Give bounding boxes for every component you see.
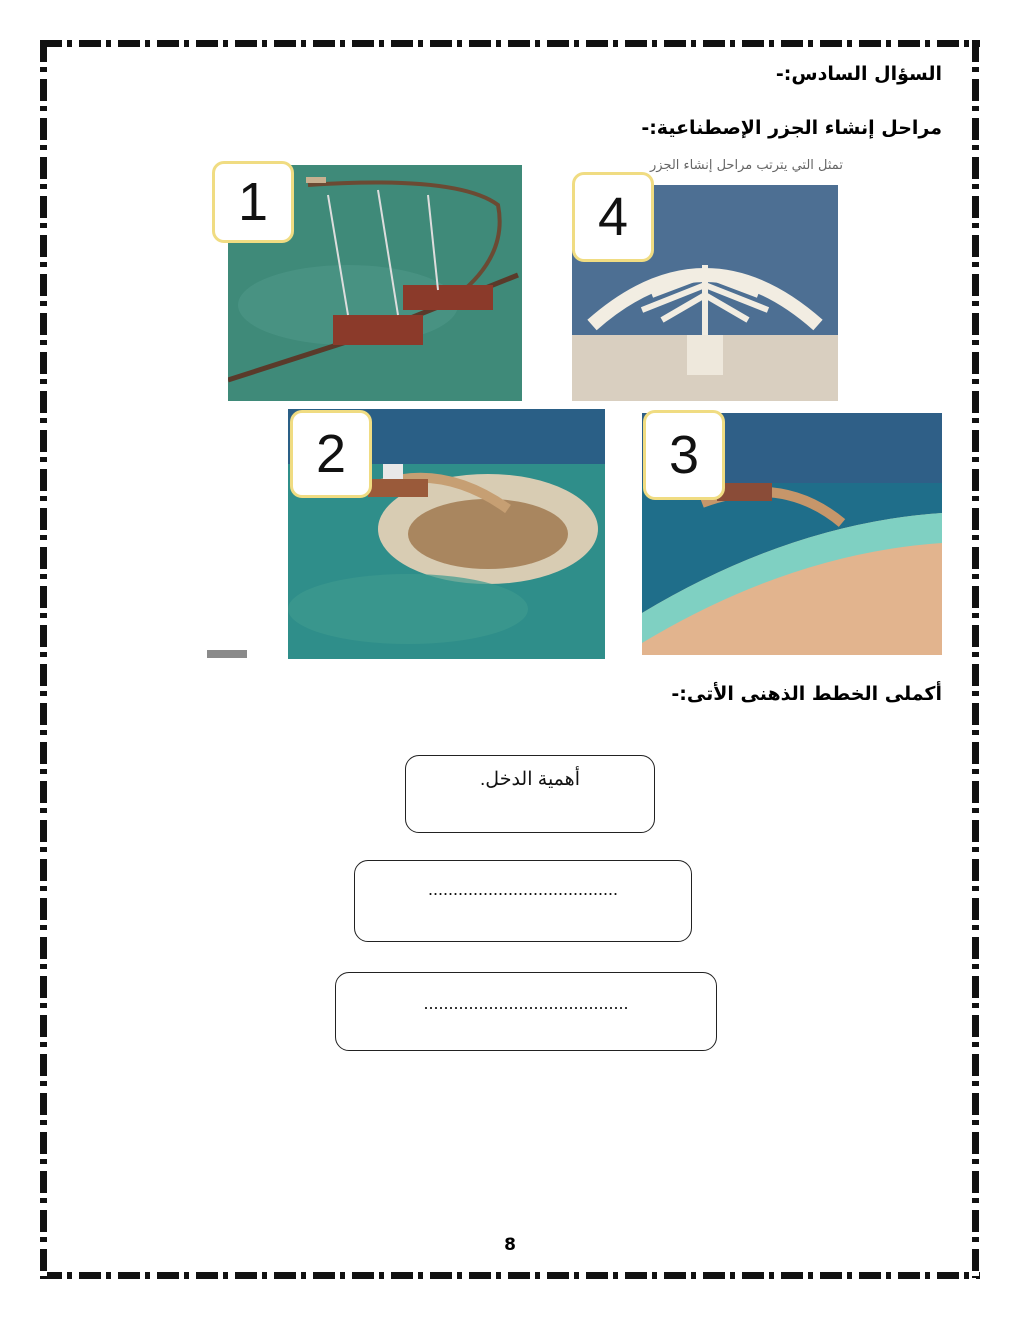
mindmap-bottom-blank: .........................................	[423, 993, 629, 1013]
mindmap-top-text: أهمية الدخل.	[480, 769, 580, 790]
question-title: السؤال السادس:-	[775, 63, 942, 85]
page-border-left	[40, 40, 47, 1278]
photo-2-number-badge	[290, 410, 372, 498]
page-border-right	[972, 40, 979, 1278]
mindmap-bottom-box[interactable]	[335, 972, 717, 1051]
page-border-top	[40, 40, 980, 47]
stages-heading: مراحل إنشاء الجزر الإصطناعية:-	[641, 117, 942, 139]
photo-4-number-badge	[572, 172, 654, 262]
page-number: 8	[504, 1235, 516, 1255]
mindmap-middle-blank: ......................................	[427, 879, 619, 899]
image-fragment	[207, 650, 247, 658]
mindmap-heading: أكملى الخطط الذهنى الأتى:-	[671, 683, 942, 705]
photo-4-number: 4	[597, 187, 629, 247]
photo-1-number: 1	[237, 172, 269, 232]
photo-2-number: 2	[315, 424, 347, 484]
mindmap-middle-box[interactable]	[354, 860, 692, 942]
photo-3-number: 3	[668, 425, 700, 485]
mindmap-top-box	[405, 755, 655, 833]
scan-caption: تمثل التي يترتب مراحل إنشاء الجزر	[650, 158, 843, 173]
photo-1-number-badge	[212, 161, 294, 243]
photo-3-number-badge	[643, 410, 725, 500]
page-border-bottom	[40, 1272, 980, 1279]
